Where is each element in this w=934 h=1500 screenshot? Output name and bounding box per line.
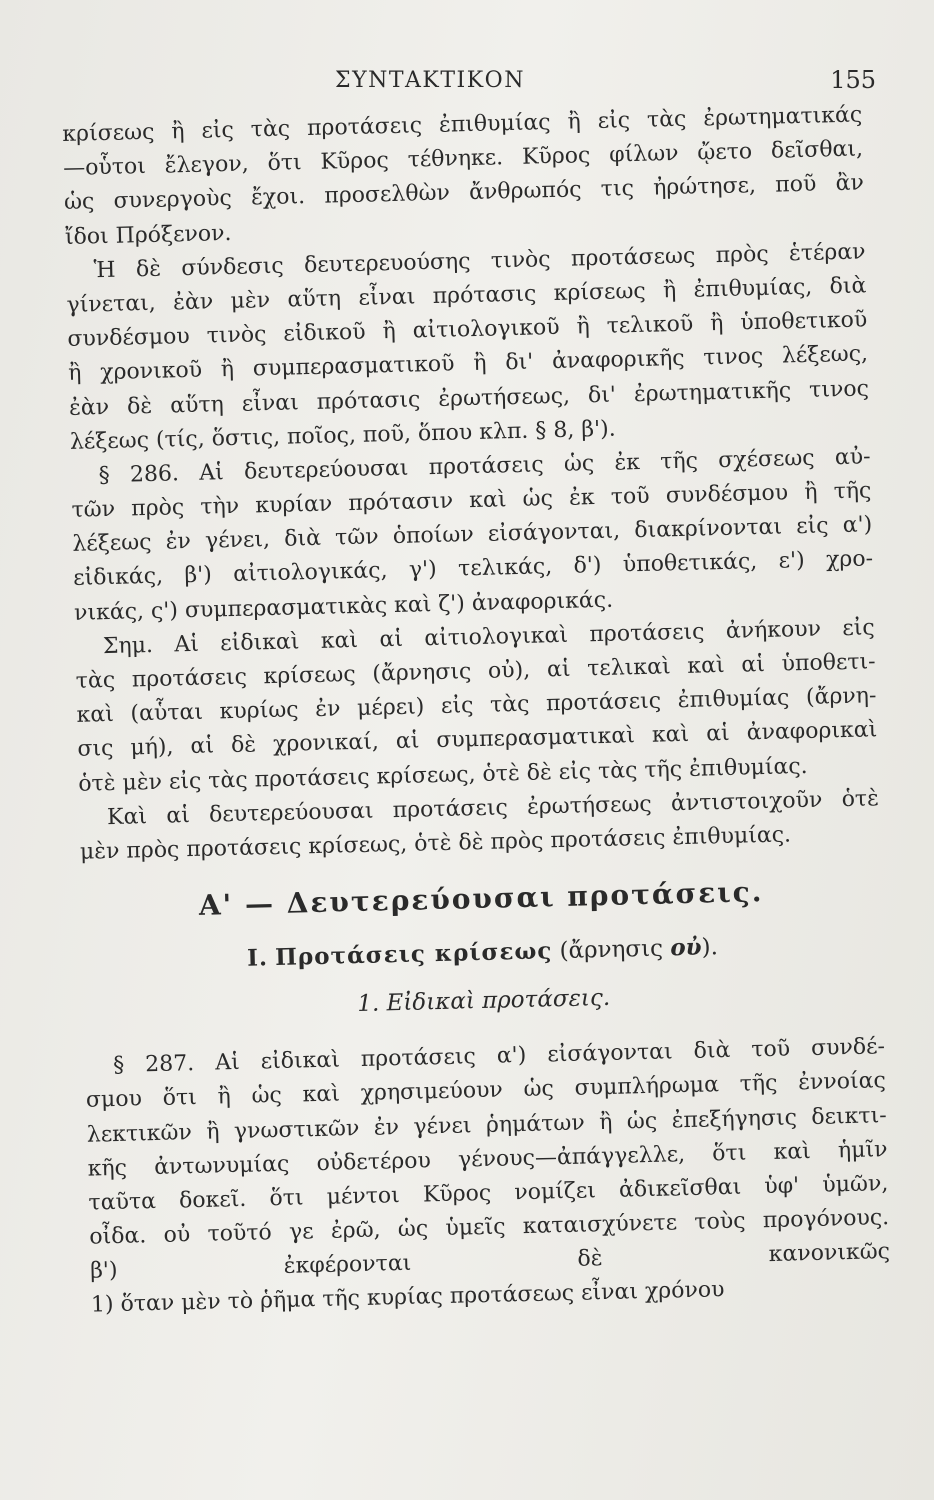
paragraph bbox=[75, 611, 879, 801]
text-line: 1) ὅταν μὲν τὸ ῥῆμα τῆς κυρίας προτάσεως εἶναι χρόνου bbox=[90, 1277, 725, 1319]
text-line: ἴδοι Πρόξενον. bbox=[64, 220, 232, 250]
sub-heading bbox=[82, 926, 883, 984]
body-text bbox=[62, 98, 891, 1323]
text-line: τῶν πρὸς τὴν κυρίαν πρότασιν καὶ ὡς ἐκ τοῦ συνδέσμου ἢ τῆς bbox=[71, 478, 872, 523]
sub-heading-title: Προτάσεις κρίσεως bbox=[274, 937, 553, 972]
page-number: 155 bbox=[830, 66, 876, 94]
text-line: § 286. Αἱ δευτερεύουσαι προτάσεις ὡς ἐκ τῆς σχέσεως αὐ- bbox=[98, 444, 871, 489]
paragraph bbox=[62, 98, 865, 254]
running-title: ΣΥΝΤΑΚΤΙΚΟΝ bbox=[335, 68, 525, 93]
text-line: σις μή), αἱ δὲ χρονικαί, αἱ συμπερασματικαὶ καὶ αἱ ἀναφορικαὶ bbox=[77, 717, 878, 763]
text-line: μὲν πρὸς προτάσεις κρίσεως, ὁτὲ δὲ πρὸς προτάσεις ἐπιθυμίας. bbox=[79, 822, 792, 865]
text-line: ταῦτα δοκεῖ. ὅτι μέντοι Κῦρος νομίζει ἀδικεῖσθαι ὑφ' ὑμῶν, bbox=[88, 1171, 889, 1216]
text-line: κρίσεως ἢ εἰς τὰς προτάσεις ἐπιθυμίας ἢ εἰς τὰς ἐρωτηματικάς bbox=[62, 102, 863, 147]
text-line: Σημ. Αἱ εἰδικαὶ καὶ αἱ αἰτιολογικαὶ προτάσεις ἀνήκουν εἰς bbox=[102, 615, 875, 659]
paragraph bbox=[85, 1030, 891, 1323]
text-line: Ἡ δὲ σύνδεσις δευτερευούσης τινὸς προτάσεως πρὸς ἑτέραν bbox=[93, 239, 866, 284]
text-line: νικάς, ς') συμπερασματικὰς καὶ ζ') ἀναφορικάς. bbox=[73, 587, 614, 626]
text-line: τὰς προτάσεις κρίσεως (ἄρνησις οὐ), αἱ τελικαὶ καὶ αἱ ὑποθετι- bbox=[75, 649, 876, 694]
text-line: —οὗτοι ἔλεγον, ὅτι Κῦρος τέθνηκε. Κῦρος φίλων ᾤετο δεῖσθαι, bbox=[62, 136, 864, 182]
text-line: σμου ὅτι ἢ ὡς καὶ χρησιμεύουν ὡς συμπλήρωμα τῆς ἐννοίας bbox=[85, 1068, 887, 1114]
sub-heading-note-word: οὐ bbox=[669, 933, 702, 962]
text-line: λέξεως (τίς, ὅστις, ποῖος, ποῦ, ὅπου κλπ. § 8, β'). bbox=[69, 416, 616, 455]
text-line: ἢ χρονικοῦ ἢ συμπερασματικοῦ ἢ δι' ἀναφορικῆς τινος λέξεως, bbox=[67, 341, 869, 387]
paragraphs-before-heading bbox=[62, 98, 880, 869]
text-line: οἶδα. οὐ τοῦτό γε ἐρῶ, ὡς ὑμεῖς καταισχύνετε τοὺς προγόνους. bbox=[89, 1205, 890, 1250]
paragraph bbox=[70, 440, 874, 630]
text-line: β') ἐκφέρονται δὲ κανονικῶς bbox=[89, 1239, 891, 1284]
sub-heading-note-open: (ἄρνησις bbox=[559, 935, 671, 965]
paragraphs-after-heading bbox=[85, 1030, 891, 1323]
text-line: γίνεται, ἐὰν μὲν αὕτη εἶναι πρότασις κρίσεως ἢ ἐπιθυμίας, διὰ bbox=[66, 273, 867, 318]
paragraph bbox=[65, 235, 870, 460]
text-line: λέξεως ἐν γένει, διὰ τῶν ὁποίων εἰσάγονται, διακρίνονται εἰς α') bbox=[72, 512, 873, 558]
text-line: κῆς ἀντωνυμίας οὐδετέρου γένους—ἀπάγγελλε, ὅτι καὶ ἡμῖν bbox=[87, 1136, 888, 1182]
sub-heading-number: Ι. bbox=[246, 944, 269, 972]
text-line: ὡς συνεργοὺς ἔχοι. προσελθὼν ἄνθρωπός τις ἠρώτησε, ποῦ ἂν bbox=[63, 170, 865, 216]
page-header bbox=[0, 62, 934, 102]
text-line: καὶ (αὗται κυρίως ἐν μέρει) εἰς τὰς προτάσεις ἐπιθυμίας (ἄρνη- bbox=[76, 683, 877, 729]
text-line: ἐὰν δὲ αὕτη εἶναι πρότασις ἐρωτήσεως, δι' ἐρωτηματικῆς τινος bbox=[68, 375, 870, 421]
text-line: Καὶ αἱ δευτερεύουσαι προτάσεις ἐρωτήσεως ἀντιστοιχοῦν ὁτὲ bbox=[106, 785, 880, 830]
text-line: λεκτικῶν ἢ γνωστικῶν ἐν γένει ῥημάτων ἢ ὡς ἐπεξήγησις δεικτι- bbox=[86, 1102, 887, 1148]
text-line: εἰδικάς, β') αἰτιολογικάς, γ') τελικάς, δ') ὑποθετικάς, ε') χρο- bbox=[72, 546, 874, 592]
text-line: συνδέσμου τινὸς εἰδικοῦ ἢ αἰτιολογικοῦ ἢ τελικοῦ ἢ ὑποθετικοῦ bbox=[67, 307, 868, 353]
sub-heading-note-close: ). bbox=[701, 934, 719, 961]
text-line: § 287. Αἱ εἰδικαὶ προτάσεις α') εἰσάγονται διὰ τοῦ συνδέ- bbox=[112, 1034, 886, 1079]
text-line: ὁτὲ μὲν εἰς τὰς προτάσεις κρίσεως, ὁτὲ δὲ εἰς τὰς τῆς ἐπιθυμίας. bbox=[77, 753, 808, 797]
subsub-heading: 1. Εἰδικαὶ προτάσεις. bbox=[356, 985, 611, 1018]
section-heading: Α' — Δευτερεύουσαι προτάσεις. bbox=[198, 875, 764, 923]
